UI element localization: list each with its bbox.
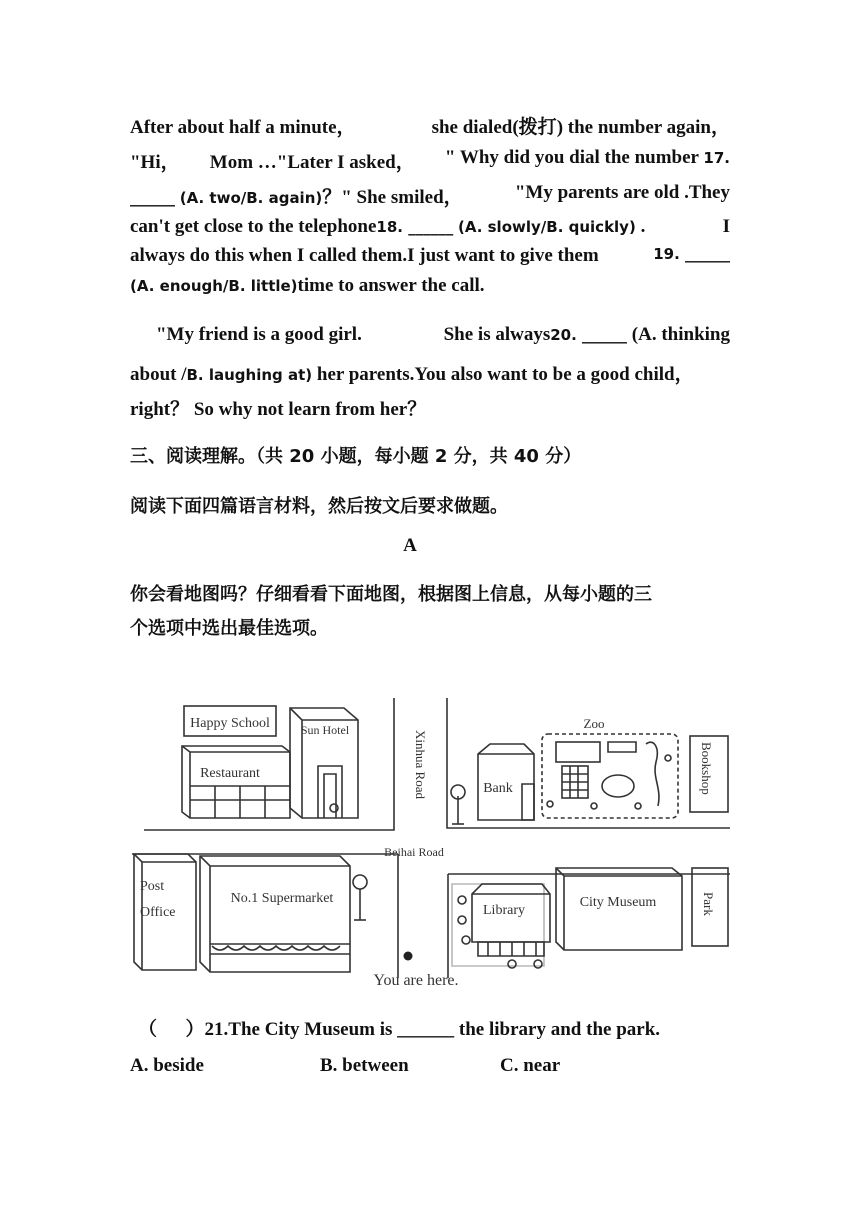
passage-line-6 [130,275,730,297]
restaurant-windows [190,786,290,818]
passage-line-9 [130,394,730,421]
supermarket-awning [212,946,340,950]
zoo-cage-bars [562,766,588,798]
zoo-building [608,742,636,752]
zoo-enclosure [556,742,600,762]
xinhua-road-label: Xinhua Road [413,730,428,799]
you-are-here-marker [404,952,413,961]
zoo-label: Zoo [583,716,605,731]
passage-line-3 [130,182,730,209]
bank-label: Bank [483,781,513,796]
sun-hotel-label: Sun Hotel [300,723,350,737]
city-museum-label: City Museum [579,895,657,910]
blank-number-17: 17. [703,149,730,167]
library-grounds [452,884,544,966]
text: about / [130,364,187,385]
option-c: C. near [500,1055,561,1076]
choice-18: (A. slowly/B. quickly) [457,218,636,236]
blank-line: ______ [130,189,175,207]
library-label: Library [483,903,525,918]
restaurant [182,746,290,818]
part-label: A [403,535,417,556]
supermarket-label: No.1 Supermarket [230,891,334,906]
blank-19: 19. ______ [653,245,730,263]
choice-17: (A. two/B. again) [179,189,323,207]
text: "My parents are old .They [514,182,730,203]
beihai-road-label: Beihai Road [384,845,444,859]
text: " Why did you dial the number 17. [444,147,730,168]
restaurant [182,746,290,818]
option-b: B. between [320,1055,409,1076]
text: I [722,216,730,237]
bookshop-label: Bookshop [699,742,714,795]
question-21 [138,1014,738,1041]
passage-line-4 [130,216,730,238]
answer-paren: （ ） [138,1019,205,1040]
text: She is always20. ______ (A. thinking [443,324,730,345]
text: time to answer the call. [297,275,485,296]
restaurant-label: Restaurant [200,766,260,781]
option-a: A. beside [130,1055,204,1076]
choice-20: B. laughing at) [186,366,313,384]
street-map [132,688,730,994]
text: After about half a minute， [130,117,356,138]
zoo-pond [602,775,634,797]
text: "Hi， [130,152,180,173]
choice-19: (A. enough/B. little) [130,277,298,295]
zoo-path [646,742,659,806]
you-are-here-label: You are here. [373,972,459,989]
section-heading: 三、阅读理解。（共 20 小题，每小题 2 分，共 40 分） [130,446,582,467]
road-edge [132,854,448,978]
passage-line-7 [156,324,730,346]
question-text: 21.The City Museum is ______ the library and the park. [204,1019,661,1040]
text: always do this when I called them.I just want to give them [130,245,599,266]
bank-side [522,784,534,820]
passage-line-8 [130,359,730,386]
text: can't get close to the telephone18. ______ (A. slowly/B. quickly) . [130,216,646,237]
section-instruction: 阅读下面四篇语言材料，然后按文后要求做题。 [130,496,508,517]
map-prompt-line-1: 你会看地图吗？仔细看看下面地图，根据图上信息，从每小题的三 [130,584,652,605]
happy-school-label: Happy School [190,716,270,731]
passage-line-5 [130,245,730,267]
post-office-label: Post [140,879,165,894]
blank-20: 20. ______ [550,326,628,344]
text: Mom …"Later I asked， [209,152,415,173]
text: her parents.You also want to be a good child， [316,364,694,385]
text: ______ (A. two/B. again)？" She smiled， [130,187,463,208]
text: she dialed(拨打) the number again， [431,116,730,138]
bus-stop-sign-icon [353,875,367,889]
passage-line-1 [130,112,730,139]
library-steps [478,942,544,956]
chinese-gloss: 拨打 [518,116,557,138]
text: "My friend is a good girl. [156,324,362,345]
text: right？ So why not learn from her？ [130,399,427,420]
map-prompt-line-2: 个选项中选出最佳选项。 [130,618,328,639]
blank-18: 18. ______ [376,218,454,236]
park-label: Park [701,892,716,916]
post-office-label: Office [140,905,176,920]
passage-line-2 [130,147,730,174]
